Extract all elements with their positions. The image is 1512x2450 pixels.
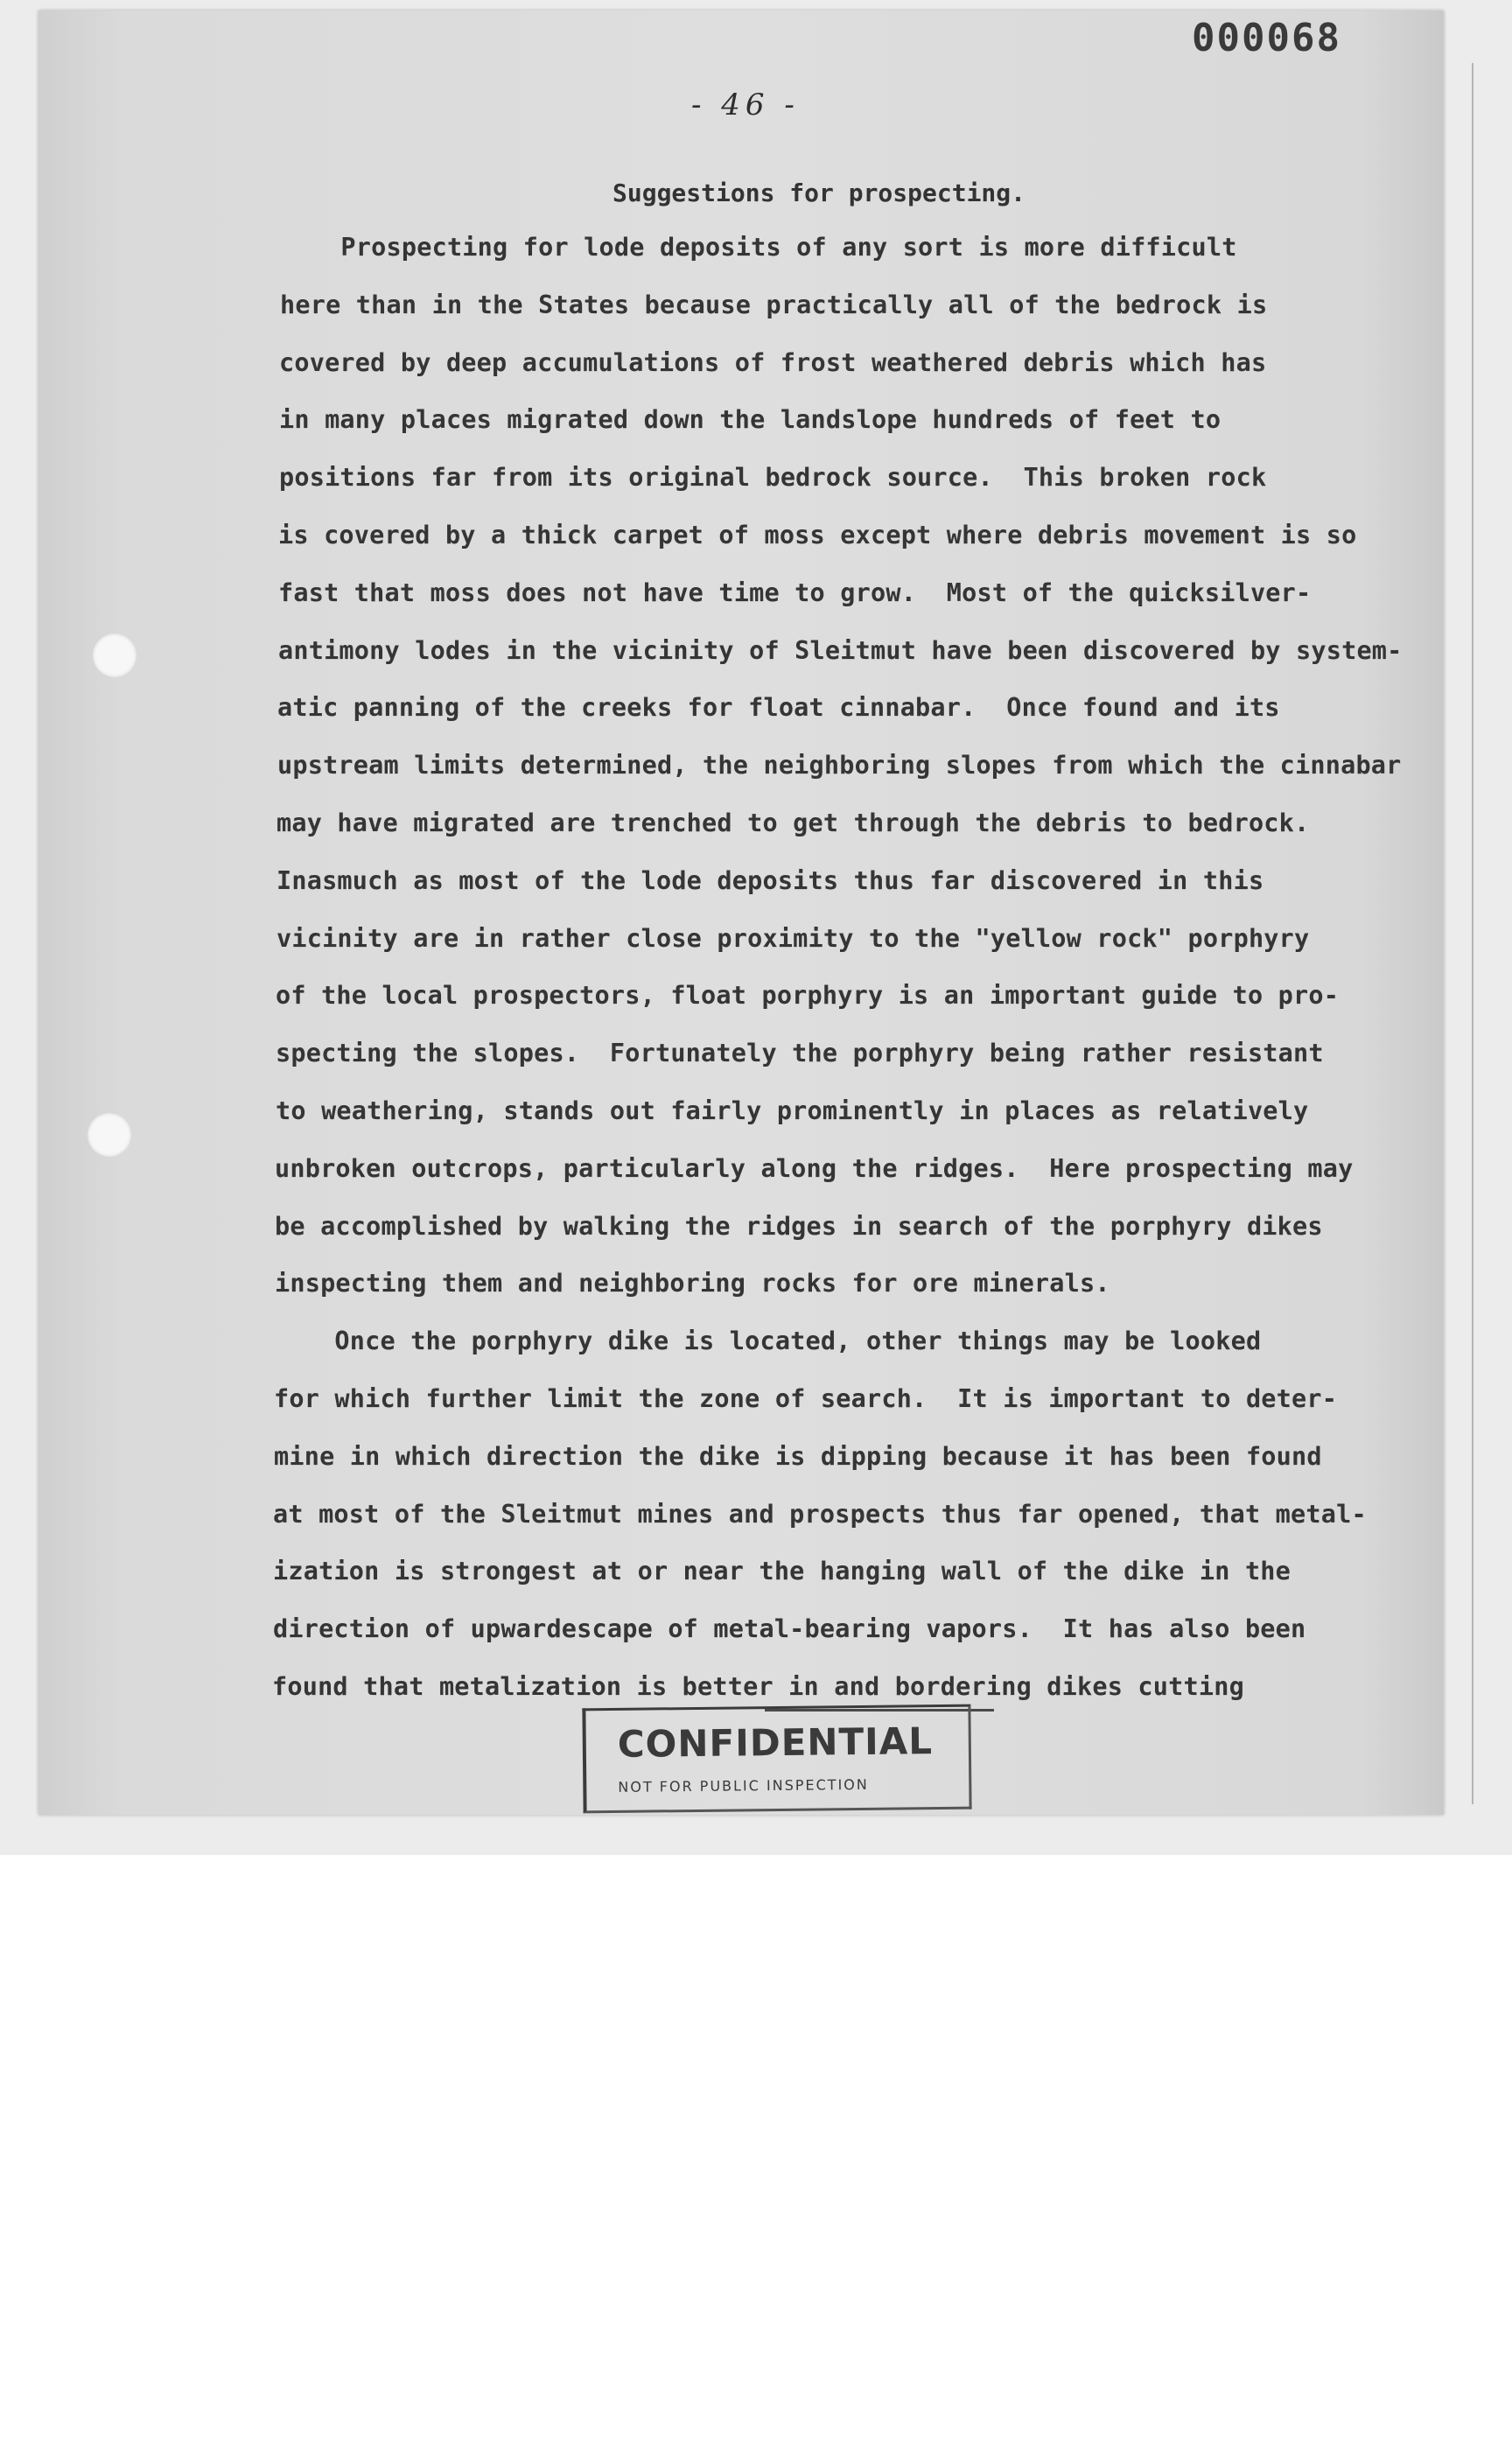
text-line: positions far from its original bedrock source. This broken rock (279, 463, 1267, 492)
section-heading: Suggestions for prospecting. (612, 178, 1026, 207)
text-line: mine in which direction the dike is dipping because it has been found (274, 1442, 1322, 1471)
text-line: of the local prospectors, float porphyry is an important guide to pro- (276, 981, 1340, 1010)
text-line: upstream limits determined, the neighboring slopes from which the cinnabar (277, 751, 1402, 780)
stamp-subtitle: NOT FOR PUBLIC INSPECTION (618, 1775, 869, 1796)
text-line: direction of upwardescape of metal-bearing vapors. It has also been (273, 1614, 1306, 1643)
document-sheet (38, 10, 1444, 1815)
text-line: specting the slopes. Fortunately the porphyry being rather resistant (276, 1039, 1324, 1068)
punch-hole (93, 634, 136, 677)
text-line: covered by deep accumulations of frost weathered debris which has (279, 348, 1267, 377)
text-line: is covered by a thick carpet of moss except where debris movement is so (278, 521, 1357, 550)
text-line: be accomplished by walking the ridges in search of the porphyry dikes (275, 1212, 1323, 1241)
text-line: Prospecting for lode deposits of any sort is more difficult (280, 233, 1237, 262)
text-line: antimony lodes in the vicinity of Sleitmut have been discovered by system- (278, 636, 1403, 665)
text-line: to weathering, stands out fairly prominently in places as relatively (276, 1096, 1309, 1125)
text-line: for which further limit the zone of search. It is important to deter- (274, 1384, 1338, 1413)
sheet-edge-shadow (1472, 63, 1474, 1804)
text-line: may have migrated are trenched to get through the debris to bedrock. (276, 808, 1310, 837)
text-line: Once the porphyry dike is located, other things may be looked (274, 1326, 1262, 1355)
text-line: vicinity are in rather close proximity to the "yellow rock" porphyry (276, 924, 1310, 953)
serial-number: 000068 (1192, 16, 1341, 60)
text-line: here than in the States because practically all of the bedrock is (280, 290, 1268, 319)
page-number: - 46 - (691, 88, 800, 122)
text-line: fast that moss does not have time to grow. Most of the quicksilver- (278, 578, 1312, 607)
punch-hole (88, 1113, 131, 1157)
confidential-stamp (582, 1704, 971, 1814)
text-line: Inasmuch as most of the lode deposits thus far discovered in this (276, 866, 1264, 895)
text-line: unbroken outcrops, particularly along the ridges. Here prospecting may (275, 1154, 1354, 1183)
text-line: in many places migrated down the landslope hundreds of feet to (279, 405, 1222, 434)
text-line: at most of the Sleitmut mines and prospects thus far opened, that metal- (273, 1500, 1367, 1529)
text-line: atic panning of the creeks for float cinnabar. Once found and its (277, 693, 1280, 722)
text-line: ization is strongest at or near the hanging wall of the dike in the (273, 1557, 1292, 1586)
text-line: found that metalization is better in and bordering dikes cutting (272, 1672, 1244, 1701)
text-line: inspecting them and neighboring rocks for ore minerals. (275, 1269, 1110, 1298)
stamp-title: CONFIDENTIAL (617, 1719, 934, 1766)
